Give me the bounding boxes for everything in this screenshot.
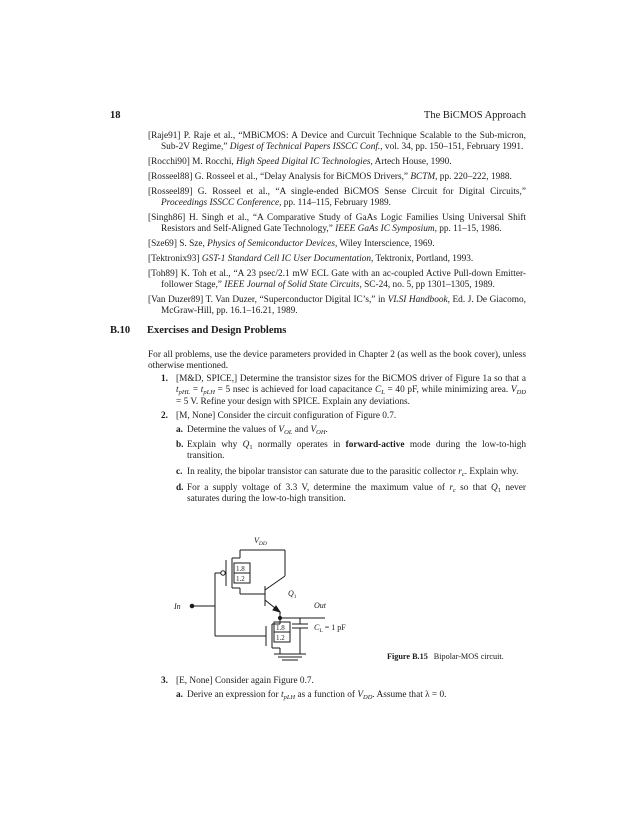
problem-2d: d. For a supply voltage of 3.3 V, determine the maximum value of $r_c$ so that $Q_1$ never saturates during the low-to-high transition. xyxy=(176,483,526,505)
reference-rosseel88: [Rosseel88] G. Rosseel et al., “Delay Analysis for BiCMOS Drivers,” BCTM, pp. 220–222, 1988. xyxy=(148,172,512,182)
reference-rosseel89: [Rosseel89] G. Rosseel et al., “A single-ended BiCMOS Sense Circuit for Digital Circuits,” Proceedings ISSCC Conference, pp. 114–115, February 1989. xyxy=(148,186,526,209)
running-head: The BiCMOS Approach xyxy=(423,110,526,121)
intro-paragraph: For all problems, use the device parameters provided in Chapter 2 (as well as the book cover), unless otherwise mentioned. xyxy=(148,350,526,372)
figure-label: Figure B.15 xyxy=(387,652,428,661)
problem-2-text: [M, None] Consider the circuit configuration of Figure 0.7. xyxy=(176,411,397,421)
problem-2c: c. In reality, the bipolar transistor can saturate due to the parasitic collector $r_c$. Explain why. xyxy=(176,467,519,478)
figure-caption-text: Bipolar-MOS circuit. xyxy=(433,652,504,661)
vdd-label: $V_{DD}$ xyxy=(254,536,267,547)
input-node xyxy=(190,604,194,608)
reference-toh89: [Toh89] K. Toh et al., “A 23 psec/2.1 mW ECL Gate with an ac-coupled Active Pull-down Emitter-follower Stage,” IEEE Journal of Solid State Circuits, SC-24, no. 5, pp 1301–1305, 1989. xyxy=(148,268,526,291)
reference-raje91: [Raje91] P. Raje et al., “MBiCMOS: A Device and Curcuit Technique Scalable to the Sub-micron, Sub-2V Regime,” Digest of Technical Papers ISSCC Conf., vol. 34, pp. 150–151, February 1991. xyxy=(148,131,526,153)
reference-list xyxy=(148,131,526,321)
reference-sze69: [Sze69] S. Sze, Physics of Semiconductor Devices, Wiley Interscience, 1969. xyxy=(148,239,435,250)
problem-2: 2. [M, None] Consider the circuit configuration of Figure 0.7. xyxy=(148,411,526,422)
section-title: Exercises and Design Problems xyxy=(147,325,287,336)
problem-1-text: [M&D, SPICE,] Determine the transistor sizes for the BiCMOS driver of Figure 1a so that a $t_{pHL} = t_{pLH} = 5$ nsec is achieved for load capacitance $C_L = 40$ pF, while minimizing area. $V_{DD} = 5$ V. Refine your design with SPICE. Explain any deviations. xyxy=(176,374,526,407)
page-number: 18 xyxy=(110,110,121,121)
problem-3-text: [E, None] Consider again Figure 0.7. xyxy=(176,676,314,686)
bjt-collector xyxy=(265,576,285,590)
problem-2a: a. Determine the values of $V_{OL}$ and $V_{OH}$. xyxy=(176,425,328,436)
pmos-gate-bubble xyxy=(221,571,225,575)
pmos-width-label: 1.8 xyxy=(236,565,245,573)
problem-3: 3. [E, None] Consider again Figure 0.7. xyxy=(148,676,526,687)
problem-1: 1. [M&D, SPICE,] Determine the transistor sizes for the BiCMOS driver of Figure 1a so that a $t_{pHL} = t_{pLH} = 5$ nsec is achieved for load capacitance $C_L = 40$ pF, while minimizing area. $V_{DD} = 5$ V. Refine your design with SPICE. Explain any deviations. xyxy=(161,374,526,407)
section-number: B.10 xyxy=(110,325,131,336)
problem-3a: a. Derive an expression for $t_{pLH}$ as a function of $V_{DD}$. Assume that λ = 0. xyxy=(176,690,447,701)
output-label: Out xyxy=(314,601,326,610)
load-capacitor-label: $C_L = 1$ pF xyxy=(314,623,346,634)
problem-2b: b. Explain why $Q_1$ normally operates in forward-active mode during the low-to-high transition. xyxy=(176,440,527,462)
nmos-width-label: 1.8 xyxy=(276,624,285,632)
reference-singh86: [Singh86] H. Singh et al., “A Comparative Study of GaAs Logic Families Using Universal Shift Resistors and Self-Aligned Gate Technology,” IEEE GaAs IC Symposium, pp. 11–15, 1986. xyxy=(148,213,526,235)
pmos-length-label: 1.2 xyxy=(236,575,245,583)
bipolar-mos-circuit-schematic xyxy=(170,530,380,666)
input-label: In xyxy=(174,602,181,611)
figure-caption xyxy=(387,652,504,661)
reference-tektronix93: [Tektronix93] GST-1 Standard Cell IC User Documentation, Tektronix, Portland, 1993. xyxy=(148,254,474,264)
q1-label: $Q_1$ xyxy=(288,589,297,600)
nmos-length-label: 1.2 xyxy=(276,634,285,642)
section-heading xyxy=(110,325,286,336)
reference-rocchi90: [Rocchi90] M. Rocchi, High Speed Digital IC Technologies, Artech House, 1990. xyxy=(148,157,452,168)
reference-vanduzer89: [Van Duzer89] T. Van Duzer, “Superconductor Digital IC’s,” in VLSI Handbook, Ed. J. De Giacomo, McGraw-Hill, pp. 16.1–16.21, 1989. xyxy=(148,295,526,317)
